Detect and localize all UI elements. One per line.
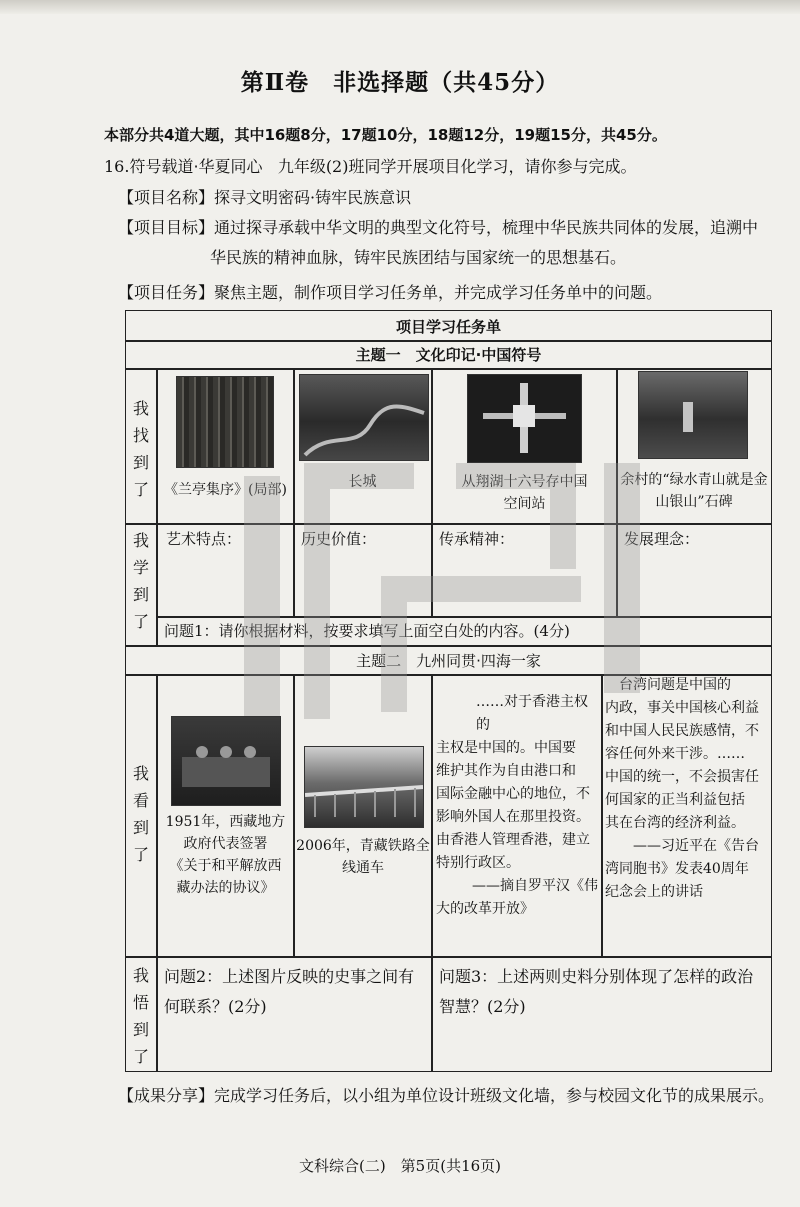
question-2-line2: 何联系？(2分) <box>164 997 267 1016</box>
caption-tibet-agreement <box>158 811 293 899</box>
railway-bridge-icon <box>305 747 423 827</box>
hk-line-2: 主权是中国的。中国要 <box>436 740 576 756</box>
prompt-historical-value: 历史价值： <box>301 530 377 548</box>
railway-line-2: 线通车 <box>342 860 384 876</box>
theme-two-heading: 主题二 九州同贯·四海一家 <box>356 652 541 670</box>
caption-yucun: 余村的“绿水青山就是金山银山”石碑 <box>620 472 768 510</box>
hk-line-5: 影响外国人在那里投资。 <box>436 809 590 825</box>
project-task-label: 【项目任务】 <box>118 283 215 302</box>
question-theme: 符号载道·华夏同心 <box>129 157 263 176</box>
hk-line-8: ——摘自罗平汉《伟 <box>472 878 598 894</box>
hk-line-3: 维护其作为自由港口和 <box>436 763 576 779</box>
caption-railway <box>295 835 431 879</box>
lanting-calligraphy-image <box>176 376 274 468</box>
great-wall-image <box>299 374 429 461</box>
redaction-stamp-bar <box>456 463 576 489</box>
row-label-learned: 我 学 到 了 <box>132 531 149 631</box>
stone-stele-icon <box>639 372 747 458</box>
caption-space-station-line1: 从翔湖十六号存中国 <box>461 474 588 490</box>
project-name-text: 探寻文明密码·铸牢民族意识 <box>214 188 412 207</box>
tw-line-1: 台湾问题是中国的 <box>619 677 731 693</box>
question-2-line1: 问题2：上述图片反映的史事之间有 <box>164 967 415 986</box>
great-wall-icon <box>300 375 428 460</box>
railway-line-1: 2006年，青藏铁路全 <box>296 838 430 854</box>
tibet-agreement-signing-image <box>171 716 281 806</box>
question-2 <box>164 962 414 1022</box>
tibet-line-3: 《关于和平解放西 <box>169 858 282 874</box>
row-label-realized: 我 悟 到 了 <box>132 966 149 1066</box>
project-goal <box>118 213 778 273</box>
hk-line-4: 国际金融中心的地位，不 <box>436 786 590 802</box>
hk-line-1: ……对于香港主权的 <box>476 694 588 733</box>
redaction-stamp-bar <box>550 489 576 569</box>
question-3-line1: 问题3：上述两则史料分别体现了怎样的政治 <box>439 967 754 986</box>
tibet-line-1: 1951年，西藏地方 <box>165 814 286 830</box>
prompt-development-concept: 发展理念： <box>624 530 700 548</box>
tw-line-7: 其在台湾的经济利益。 <box>605 815 745 831</box>
tw-line-3: 和中国人民民族感情，不 <box>605 723 759 739</box>
question-1: 问题1：请你根据材料，按要求填写上面空白处的内容。(4分) <box>164 622 570 640</box>
project-task <box>118 278 778 308</box>
scan-top-edge <box>0 0 800 14</box>
tw-line-10: 纪念会上的讲话 <box>605 884 703 900</box>
section-title: 第Ⅱ卷 非选择题（共45分） <box>240 69 560 96</box>
hong-kong-material <box>436 691 601 921</box>
row-label-saw: 我 看 到 了 <box>132 764 149 864</box>
project-goal-line2: 华民族的精神血脉，铸牢民族团结与国家统一的思想基石。 <box>210 248 627 267</box>
question-16-header <box>104 154 636 177</box>
hk-line-7: 特别行政区。 <box>436 855 520 871</box>
hk-line-6: 由香港人管理香港，建立 <box>436 832 590 848</box>
table-title: 项目学习任务单 <box>395 318 501 336</box>
question-3-line2: 智慧？(2分) <box>439 997 526 1016</box>
project-goal-line1: 通过探寻承载中华文明的典型文化符号，梳理中华民族共同体的发展，追溯中 <box>214 218 759 237</box>
signing-ceremony-icon <box>172 717 280 805</box>
project-goal-label: 【项目目标】 <box>118 218 215 237</box>
taiwan-material <box>605 674 770 904</box>
hk-line-9: 大的改革开放》 <box>436 901 534 917</box>
redaction-stamp-bar <box>304 463 414 489</box>
tibet-line-2: 政府代表签署 <box>183 836 268 852</box>
caption-space-station-line2: 空间站 <box>503 496 546 512</box>
tw-line-4: 容任何外来干涉。…… <box>605 746 745 762</box>
tw-line-6: 何国家的正当利益包括 <box>605 792 745 808</box>
redaction-stamp-bar <box>381 576 581 602</box>
project-name-label: 【项目名称】 <box>118 188 215 207</box>
question-text: 九年级(2)班同学开展项目化学习，请你参与完成。 <box>277 157 637 176</box>
redaction-stamp-bar <box>304 489 330 719</box>
theme-one-heading: 主题一 文化印记·中国符号 <box>355 346 542 364</box>
question-number: 16. <box>104 157 130 176</box>
section-intro: 本部分共4道大题，其中16题8分，17题10分，18题12分，19题15分，共45分。 <box>104 126 667 144</box>
project-task-text: 聚焦主题，制作项目学习任务单，并完成学习任务单中的问题。 <box>214 283 663 302</box>
qinghai-tibet-railway-image <box>304 746 424 828</box>
row-label-found: 我 找 到 了 <box>132 399 149 499</box>
project-name <box>118 183 778 213</box>
result-share-label: 【成果分享】 <box>118 1086 215 1105</box>
task-sheet-table <box>125 310 772 1072</box>
tw-line-8: ——习近平在《告台 <box>633 838 759 854</box>
result-share-text: 完成学习任务后，以小组为单位设计班级文化墙，参与校园文化节的成果展示。 <box>214 1086 775 1105</box>
tibet-line-4: 藏办法的协议》 <box>176 880 275 896</box>
redaction-stamp-bar <box>604 463 640 693</box>
tw-line-5: 中国的统一，不会损害任 <box>605 769 759 785</box>
question-3 <box>439 962 753 1022</box>
prompt-art-features: 艺术特点： <box>166 530 242 548</box>
prompt-inherited-spirit: 传承精神： <box>439 530 515 548</box>
tw-line-9: 湾同胞书》发表40周年 <box>605 861 749 877</box>
space-station-image <box>467 374 582 463</box>
caption-lanting: 《兰亭集序》(局部) <box>164 482 287 498</box>
yucun-stone-stele-image <box>638 371 748 459</box>
result-share <box>118 1083 788 1106</box>
tw-line-2: 内政，事关中国核心利益 <box>605 700 759 716</box>
redaction-stamp-bar <box>381 602 407 712</box>
page-footer: 文科综合(二) 第5页(共16页) <box>298 1157 502 1175</box>
space-station-icon <box>468 375 581 462</box>
caption-great-wall: 长城 <box>348 474 377 490</box>
redaction-stamp-bar <box>244 476 280 716</box>
